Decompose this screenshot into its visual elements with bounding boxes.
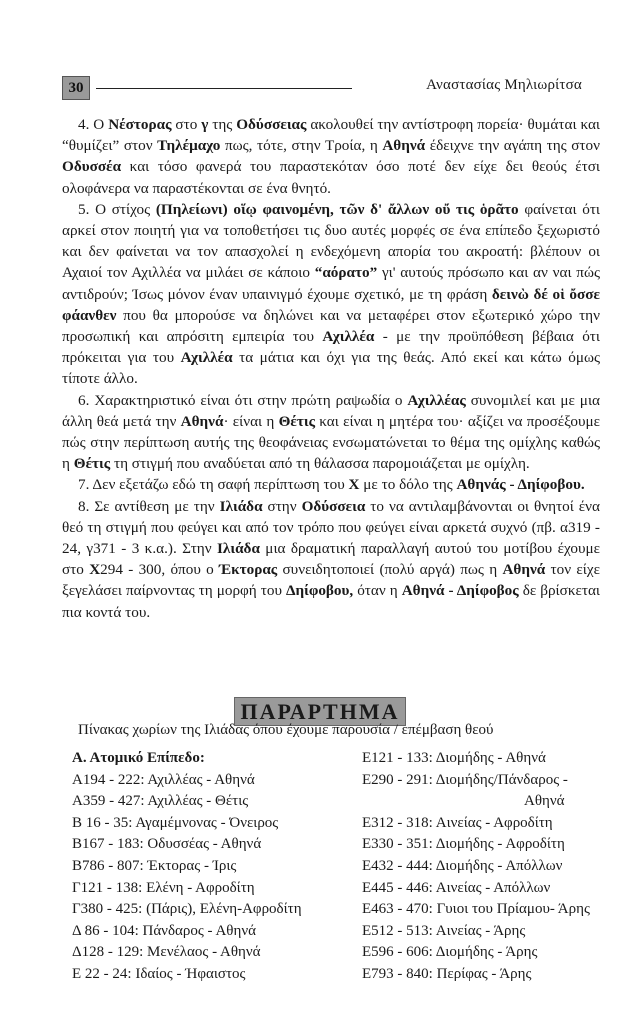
bold-run: Τηλέμαχο (157, 137, 221, 155)
appendix-entry: Ε512 - 513: Αινείας - Άρης (362, 922, 526, 939)
page-header (62, 74, 582, 100)
bold-run: Χ (348, 476, 360, 494)
bold-run: Αχιλλέα (322, 328, 375, 346)
appendix-entry: Γ121 - 138: Ελένη - Αφροδίτη (72, 879, 255, 896)
running-head: Αναστασίας Μηλιωρίτσα (426, 77, 582, 93)
appendix-entry: Ε 22 - 24: Ιδαίος - Ήφαιστος (72, 965, 246, 982)
bold-run: Αθηνά - Δηίφοβος (401, 582, 519, 600)
appendix-subtitle: Πίνακας χωρίων της Ιλιάδας όπου έχουμε παρουσία / επέμβαση θεού (78, 722, 494, 738)
appendix-entry: Δ128 - 129: Μενέλαος - Αθηνά (72, 944, 261, 961)
text-run: στο (171, 116, 202, 133)
appendix-right-column (362, 748, 602, 986)
bold-run: γ (201, 116, 209, 133)
text-run: τον είχε ξεγελάσει παίρνοντας τη μορφή του (62, 561, 600, 600)
text-run: 7. Δεν εξετάζω εδώ τη σαφή περίπτωση του (78, 476, 349, 494)
appendix-entry: Β786 - 807: Έκτορας - Ίρις (72, 857, 237, 874)
paragraph (62, 496, 600, 623)
appendix-entry: Αθηνά (524, 793, 565, 810)
bold-run: δεινὼ δέ οἱ ὄσσε φάανθεν (62, 285, 600, 324)
bold-run: Θέτις (73, 455, 111, 473)
text-run: 8. Σε αντίθεση με την (78, 497, 220, 515)
appendix-entry: Α359 - 427: Αχιλλέας - Θέτις (72, 793, 249, 810)
text-run: - με την προϋπόθεση βέβαια ότι πρόκειται για του (62, 328, 600, 367)
appendix-entry: Ε312 - 318: Αινείας - Αφροδίτη (362, 814, 553, 831)
appendix-entry: Ε445 - 446: Αινείας - Απόλλων (362, 879, 551, 896)
appendix-left-column (72, 748, 352, 986)
text-run: · είναι η (223, 412, 279, 430)
text-run: δε βρίσκεται πια κοντά του. (62, 582, 601, 621)
text-run: της (208, 116, 237, 133)
appendix-entry: Ε330 - 351: Διομήδης - Αφροδίτη (362, 836, 565, 853)
paragraph (62, 390, 600, 475)
bold-run: (Πηλείωνι) οἵῳ φαινομένη, τῶν δ' ἄλλων οὔ τις ὁρᾶτο (155, 200, 519, 218)
appendix-entry: Ε463 - 470: Γυιοι του Πρίαμου- Άρης (362, 901, 590, 918)
bold-run: “αόρατο” (314, 264, 378, 282)
bold-run: Οδύσσεια (301, 497, 366, 515)
appendix-entry: Δ 86 - 104: Πάνδαρος - Αθηνά (72, 922, 256, 939)
text-run: γι' αυτούς πρόσωπο και αν ναι πώς αντιδρούν; Ίσως μόνον έναν υπαινιγμό έχουμε σχετικό, με τη φράση (62, 264, 600, 303)
paragraph (62, 114, 600, 199)
text-run: και τόσο φανερά του παραστεκόταν όσο ποτέ δεν είχε δει θεούς έτσι ολοφάνερα να παραστέκονται σε ένα θνητό. (62, 158, 600, 197)
text-run: πως, τότε, στην Τροία, η (220, 137, 383, 155)
text-run: μια δραματική παραλλαγή αυτού του μοτίβου έχουμε στο (62, 540, 600, 579)
body-text (62, 114, 600, 623)
text-run: τη στιγμή που αναδύεται από τη θάλασσα παρομοιάζεται με ομίχλη. (110, 455, 530, 473)
text-run: 294 - 300, όπου ο (100, 561, 220, 579)
appendix-entry: Γ380 - 425: (Πάρις), Ελένη-Αφροδίτη (72, 901, 302, 918)
header-rule (96, 88, 352, 89)
paragraph (62, 474, 600, 495)
bold-run: Αθηνάς - Δηίφοβου. (456, 476, 585, 494)
appendix-entry: Β167 - 183: Οδυσσέας - Αθηνά (72, 836, 262, 853)
bold-run: Αχιλλέα (180, 349, 233, 367)
appendix-entry: Β 16 - 35: Αγαμέμνονας - Όνειρος (72, 814, 279, 831)
appendix-title-label: ΠΑΡΑΡΤΗΜΑ (234, 697, 407, 726)
text-run: φαίνεται ότι αρκεί στον ποιητή για να τοποθετήσει τις δυο αυτές μορφές σε ένα επίπεδο ξεχωριστό και δεν φαίνεται να τον απασχολεί η ενδεχόμενη απορία του ακροατή: βλέπουν οι Αχαιοί τον Αχιλλέα να μιλάει σε κάποιο (62, 200, 601, 282)
text-run: συνειδητοποιεί (πολύ αργά) πως η (277, 561, 503, 579)
bold-run: Αθηνά (180, 412, 224, 430)
section-heading: Α. Ατομικό Επίπεδο: (72, 750, 205, 766)
bold-run: Αθηνά (502, 561, 546, 579)
text-run: το να αντιλαμβάνονται οι θνητοί ένα θεό τη στιγμή που φεύγει και από τον τρόπο που φεύγει είναι αρκετά συχνό (πβ. α319 - 24, γ371 - 3 κ.α.). Στην (62, 497, 600, 558)
text-run: με το δόλο της (359, 476, 457, 494)
bold-run: Οδύσσειας (236, 116, 307, 133)
text-run: 5. Ο στίχος (78, 200, 156, 218)
bold-run: Οδυσσέα (62, 158, 122, 176)
appendix-entry: Ε290 - 291: Διομήδης/Πάνδαρος - (362, 771, 568, 788)
bold-run: Αχιλλέας (407, 391, 466, 409)
text-run: που θα μπορούσε να δηλώνει και να μεταφέρει στον εξωτερικό χώρο την προσωπική και απρόσιτη εμπειρία του (62, 306, 600, 346)
text-run: ακολουθεί την αντίστροφη πορεία· θυμάται και “θυμίζει” στον (62, 116, 601, 155)
appendix-entry: Α194 - 222: Αχιλλέας - Αθηνά (72, 771, 255, 788)
appendix-entry: Ε432 - 444: Διομήδης - Απόλλων (362, 857, 563, 874)
bold-run: Ιλιάδα (217, 540, 260, 558)
paragraph (62, 199, 600, 390)
appendix-entry: Ε793 - 840: Περίφας - Άρης (362, 965, 532, 982)
page-number: 30 (62, 76, 90, 100)
appendix-entry: Ε121 - 133: Διομήδης - Αθηνά (362, 750, 546, 766)
text-run: και είναι η μητέρα του· αξίζει να προσέξουμε πώς στην περίπτωση αυτής της θεοφάνειας ενσωματώνεται το θέμα της ομίχλης καθώς η (62, 412, 600, 473)
text-run: 6. Χαρακτηριστικό είναι ότι στην πρώτη ραψωδία ο (78, 391, 408, 409)
text-run: στην (262, 497, 302, 515)
bold-run: Έκτορας (219, 561, 278, 579)
text-run: τα μάτια και όχι για της θεάς. Από εκεί και κάτω όμως τίποτε άλλο. (62, 349, 601, 388)
appendix-entry: Ε596 - 606: Διομήδης - Άρης (362, 944, 538, 961)
bold-run: Χ (89, 561, 101, 579)
bold-run: Ιλιάδα (219, 497, 263, 515)
text-run: όταν η (353, 582, 402, 600)
bold-run: Νέστορας (108, 116, 172, 133)
bold-run: Αθηνά (382, 137, 426, 155)
bold-run: Δηίφοβου, (286, 582, 354, 600)
text-run: συνομιλεί και με μια άλλη θεά μετά την (62, 391, 600, 430)
text-run: 4. Ο (78, 116, 109, 133)
text-run: έδειχνε την αγάπη της στον (425, 137, 600, 155)
bold-run: Θέτις (278, 412, 316, 430)
